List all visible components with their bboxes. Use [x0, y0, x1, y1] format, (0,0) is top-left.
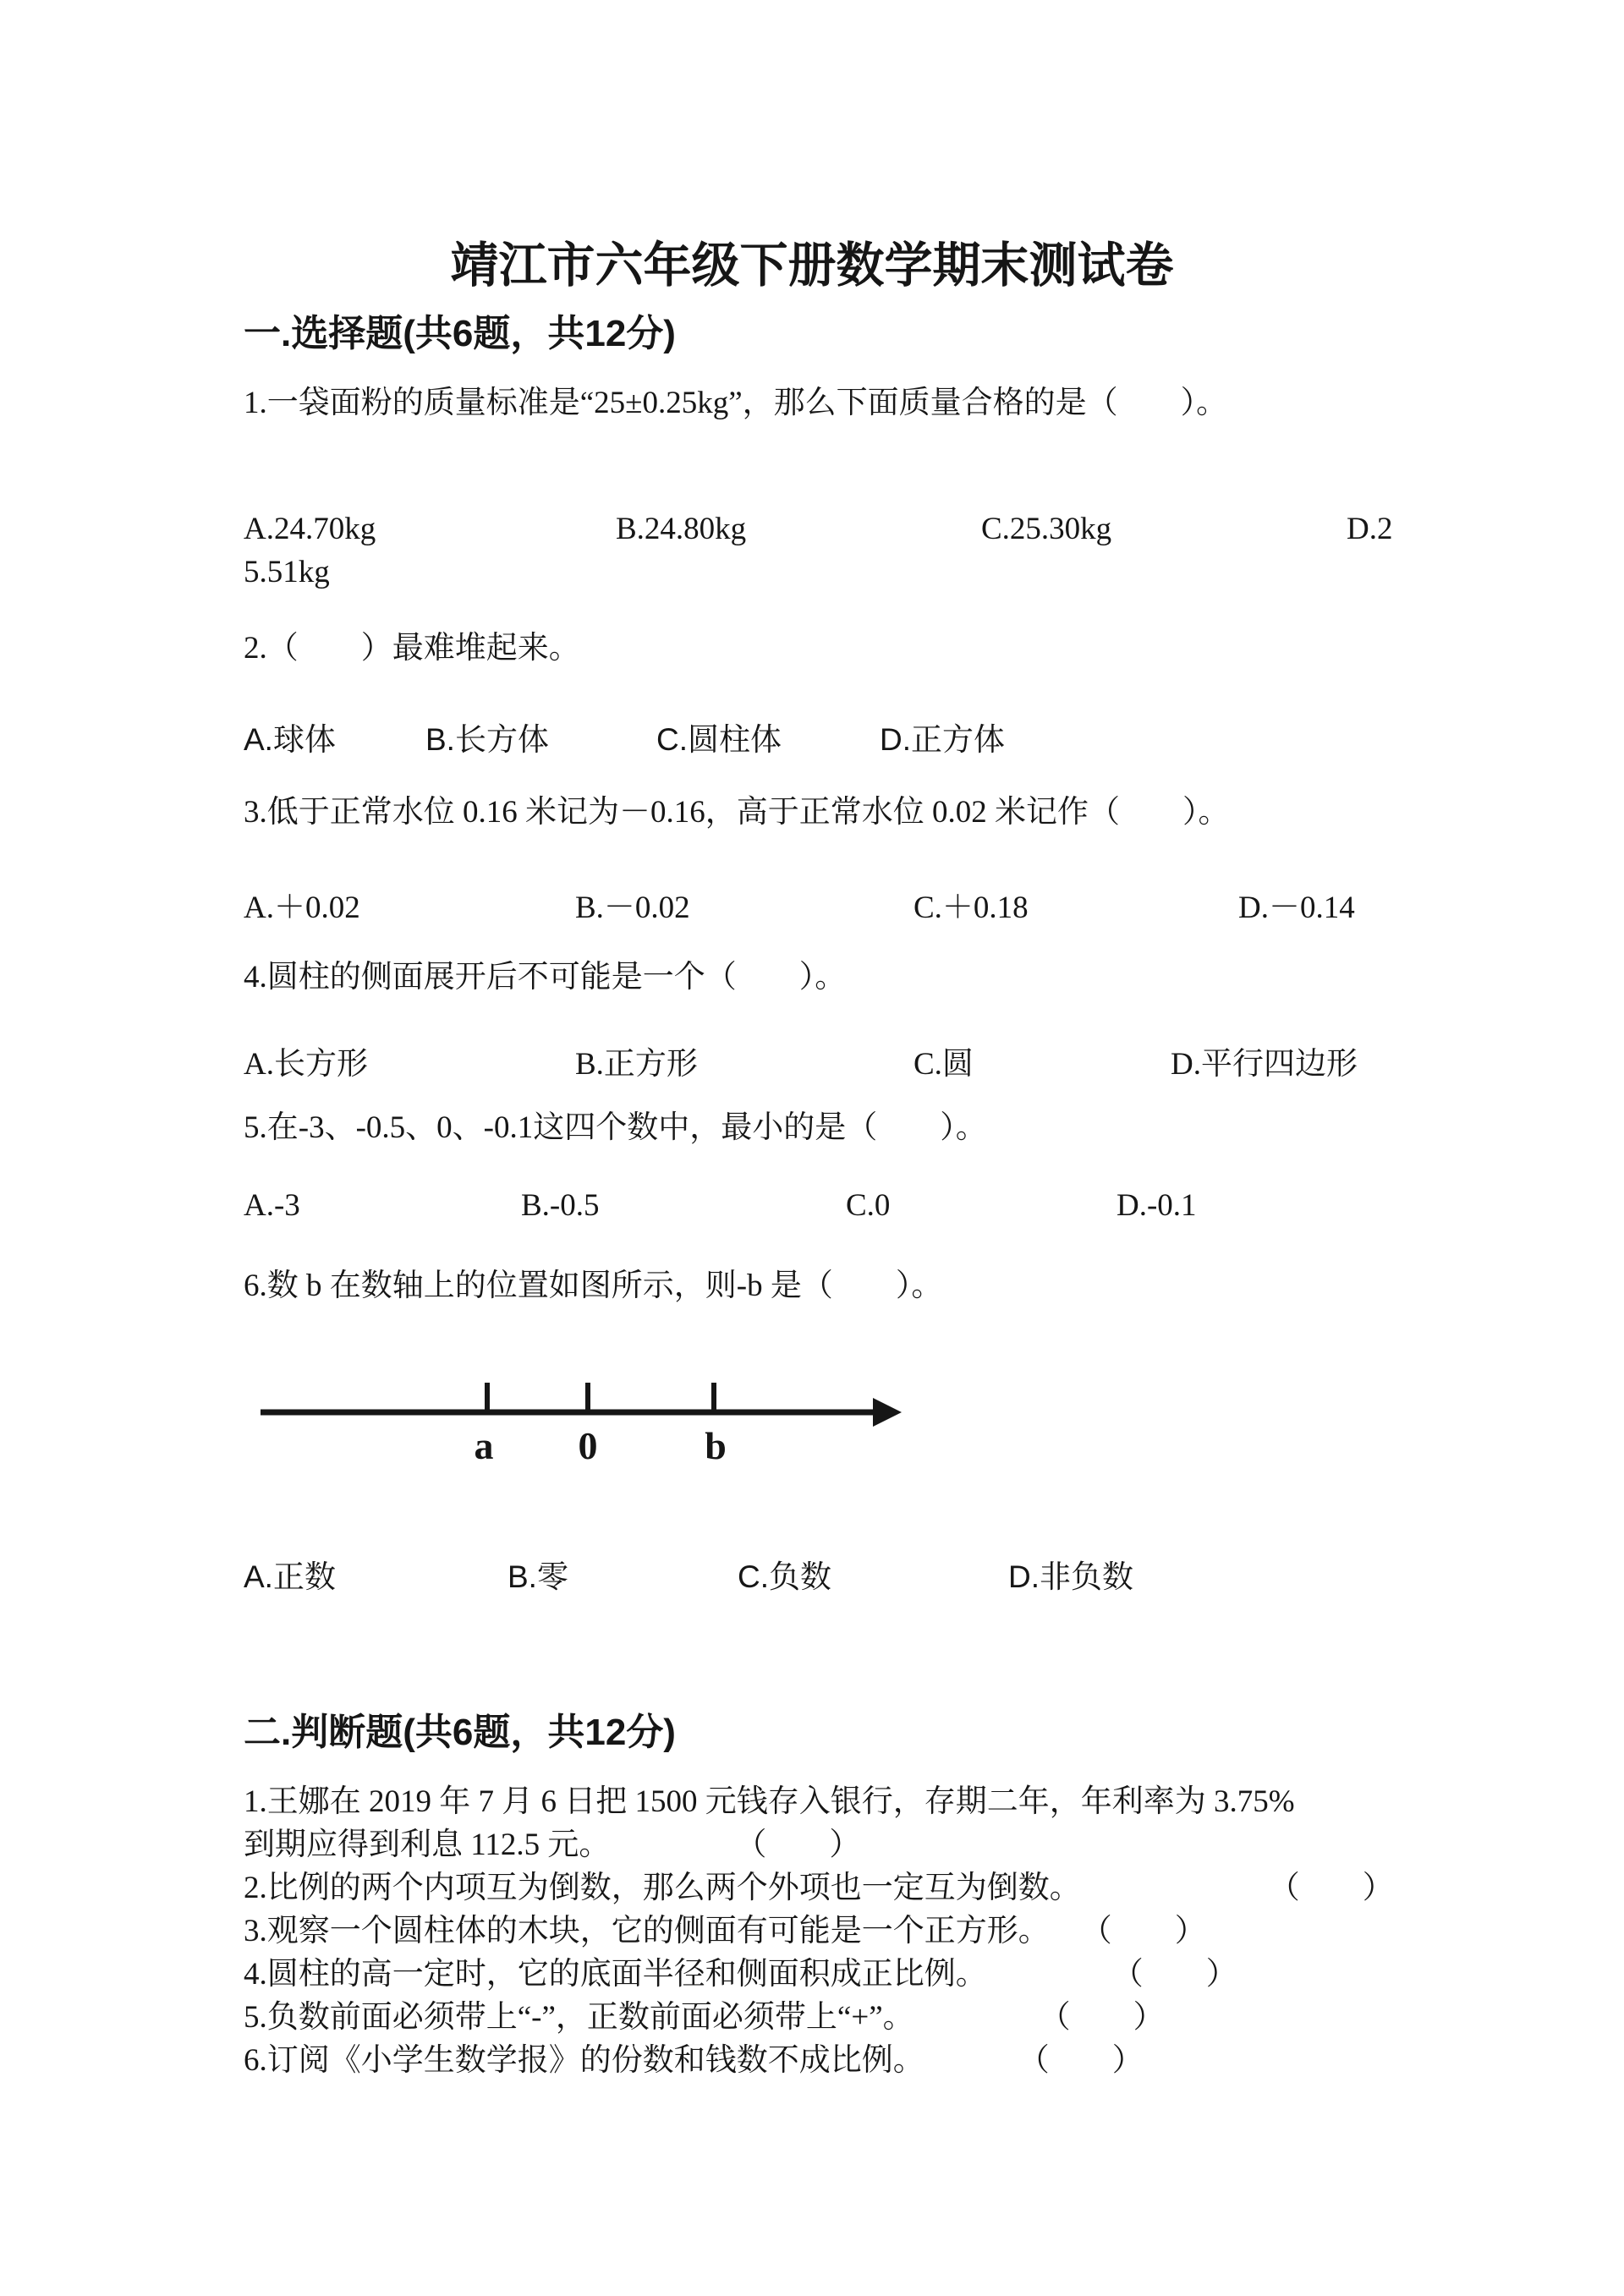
question-3-option-d: D.－0.14 [1238, 890, 1355, 925]
question-4-option-d: D.平行四边形 [1171, 1047, 1358, 1082]
page-title: 靖江市六年级下册数学期末测试卷 [450, 239, 1174, 293]
judge-item-1-line-2: 到期应得到利息 112.5 元。 （ ） [244, 1827, 861, 1862]
question-3-option-c: C.＋0.18 [914, 890, 1029, 925]
question-1-option-d: D.2 [1347, 512, 1393, 546]
question-1-option-b: B.24.80kg [616, 512, 747, 546]
question-6-option-b: B.零 [508, 1559, 568, 1594]
question-5-option-c: C.0 [846, 1188, 891, 1223]
judge-item-5: 5.负数前面必须带上“-”，正数前面必须带上“+”。 （ ） [244, 2000, 1165, 2035]
question-1-option-a: A.24.70kg [244, 512, 376, 546]
number-line-diagram [254, 1378, 922, 1484]
question-3-options [244, 881, 1470, 923]
question-3-option-a: A.＋0.02 [244, 890, 360, 925]
question-2-option-a: A.球体 [244, 722, 336, 757]
question-1-text: 1.一袋面粉的质量标准是“25±0.25kg”，那么下面质量合格的是（ ）。 [244, 386, 1228, 420]
question-6-options [244, 1551, 1470, 1593]
number-line-label-zero: 0 [578, 1424, 598, 1467]
question-4-options [244, 1038, 1470, 1080]
judge-item-6: 6.订阅《小学生数学报》的份数和钱数不成比例。 （ ） [244, 2043, 1144, 2078]
question-2-option-d: D.正方体 [880, 722, 1005, 757]
question-6-option-c: C.负数 [738, 1559, 831, 1594]
question-5-text: 5.在-3、-0.5、0、-0.1这四个数中，最小的是（ ）。 [244, 1110, 987, 1145]
number-line-label-a: a [474, 1424, 494, 1467]
section-judge-heading: 二.判断题(共6题，共12分) [244, 1712, 676, 1753]
judge-item-2: 2.比例的两个内项互为倒数，那么两个外项也一定互为倒数。 （ ） [244, 1871, 1394, 1905]
number-line-arrowhead [873, 1398, 902, 1427]
question-3-text: 3.低于正常水位 0.16 米记为－0.16，高于正常水位 0.02 米记作（ ）。 [244, 795, 1230, 830]
judge-item-4: 4.圆柱的高一定时，它的底面半径和侧面积成正比例。 （ ） [244, 1957, 1237, 1992]
question-4-text: 4.圆柱的侧面展开后不可能是一个（ ）。 [244, 960, 847, 995]
question-2-option-c: C.圆柱体 [656, 722, 782, 757]
judge-item-1-line-1: 1.王娜在 2019 年 7 月 6 日把 1500 元钱存入银行，存期二年，年利率为 3.75% [244, 1784, 1295, 1819]
question-4-option-c: C.圆 [914, 1047, 974, 1082]
question-6-option-a: A.正数 [244, 1559, 336, 1594]
question-3-option-b: B.－0.02 [575, 890, 690, 925]
question-4-option-a: A.长方形 [244, 1047, 368, 1082]
question-6-text: 6.数 b 在数轴上的位置如图所示，则-b 是（ ）。 [244, 1269, 943, 1303]
question-5-option-a: A.-3 [244, 1188, 300, 1223]
question-5-option-b: B.-0.5 [521, 1188, 600, 1223]
question-5-option-d: D.-0.1 [1116, 1188, 1197, 1223]
number-line-label-b: b [705, 1424, 727, 1467]
question-2-text: 2.（ ）最难堆起来。 [244, 631, 580, 666]
question-2-options [244, 714, 1470, 756]
question-1-option-d-wrap: 5.51kg [244, 555, 330, 589]
question-4-option-b: B.正方形 [575, 1047, 698, 1082]
judge-item-3: 3.观察一个圆柱体的木块，它的侧面有可能是一个正方形。 （ ） [244, 1914, 1206, 1948]
question-1-option-c: C.25.30kg [981, 512, 1112, 546]
question-1-options [244, 511, 1470, 553]
section-choice-heading: 一.选择题(共6题，共12分) [244, 313, 676, 354]
question-5-options [244, 1187, 1470, 1230]
question-6-option-d: D.非负数 [1008, 1559, 1133, 1594]
question-2-option-b: B.长方体 [425, 722, 549, 757]
